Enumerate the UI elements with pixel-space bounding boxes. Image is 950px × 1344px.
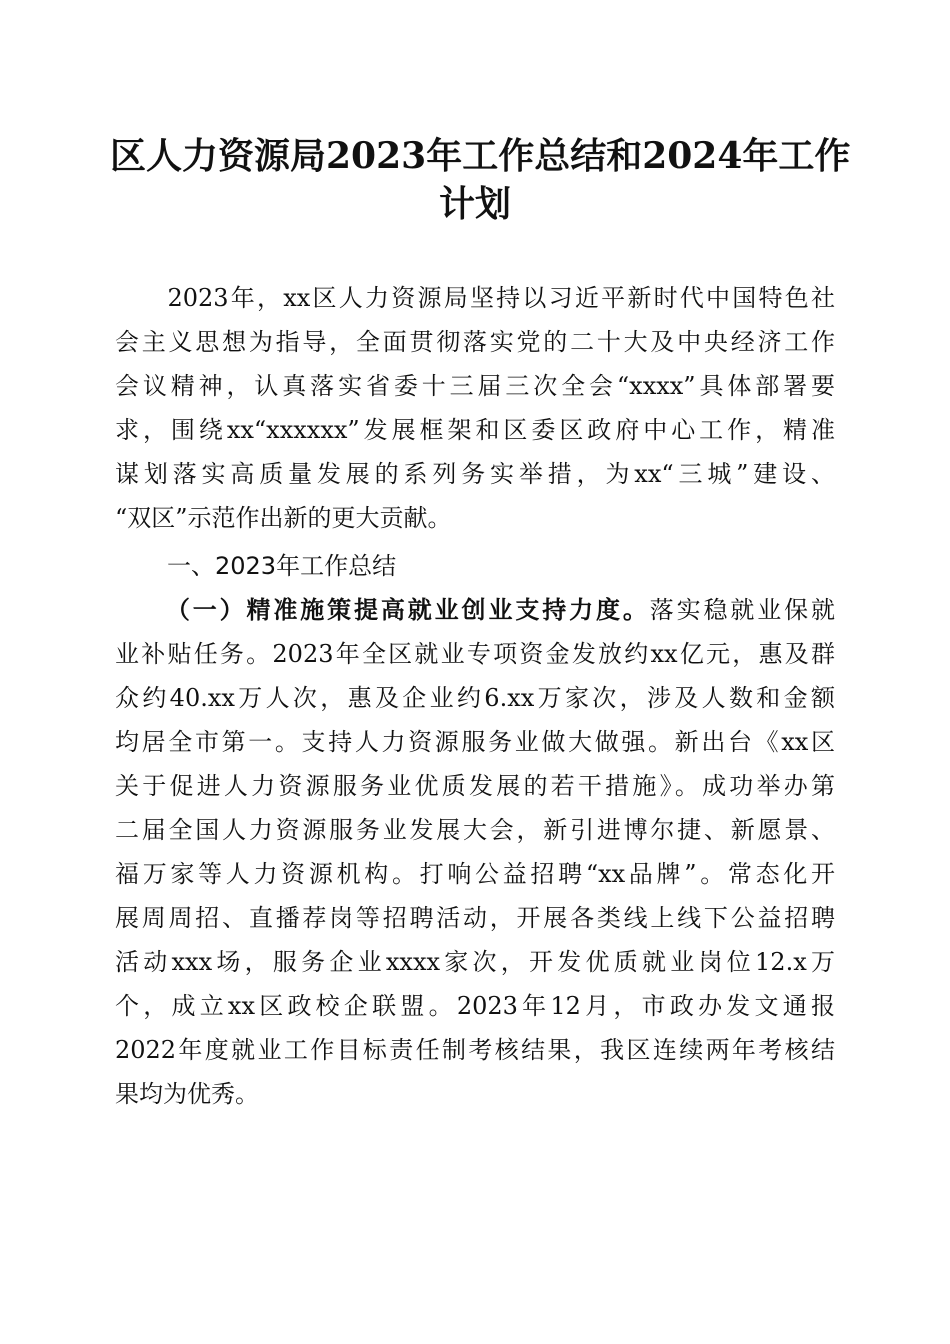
sub1-line-10: 个，成立xx区政校企联盟。2023年12月，市政办发文通报 [115, 992, 835, 1020]
sub1-line-9: 活动xxx场，服务企业xxxx家次，开发优质就业岗位12.x万 [115, 948, 835, 976]
title-line-2: 计划 [438, 183, 511, 225]
sub1-line-4: 均居全市第一。支持人力资源服务业做大做强。新出台《xx区 [115, 728, 835, 756]
sub1-line-7: 福万家等人力资源机构。打响公益招聘“xx品牌”。常态化开 [115, 860, 835, 888]
sub1-line-2: 业补贴任务。2023年全区就业专项资金发放约xx亿元，惠及群 [115, 640, 835, 668]
section1-sub1-paragraph [115, 588, 835, 1116]
sub1-line-1 [115, 588, 835, 632]
title-line-1: 区人力资源局2023年工作总结和2024年工作 [110, 135, 851, 177]
sub1-line-11: 2022年度就业工作目标责任制考核结果，我区连续两年考核结 [115, 1036, 835, 1064]
sub1-first-rest: 落实稳就业保就 [649, 596, 835, 624]
intro-paragraph [115, 276, 835, 540]
intro-line-2: 会主义思想为指导，全面贯彻落实党的二十大及中央经济工作 [115, 328, 835, 356]
intro-line-5: 谋划落实高质量发展的系列务实举措，为xx“三城”建设、 [115, 460, 835, 488]
sub1-line-8: 展周周招、直播荐岗等招聘活动，开展各类线上线下公益招聘 [115, 904, 835, 932]
sub1-line-5: 关于促进人力资源服务业优质发展的若干措施》。成功举办第 [115, 772, 835, 800]
document-title [110, 132, 851, 228]
intro-line-1: 2023年，xx区人力资源局坚持以习近平新时代中国特色社 [115, 284, 835, 312]
sub1-line-12: 果均为优秀。 [115, 1080, 259, 1108]
sub1-title: （一）精准施策提高就业创业支持力度。 [163, 595, 650, 624]
intro-line-3: 会议精神，认真落实省委十三届三次全会“xxxx”具体部署要 [115, 372, 835, 400]
sub1-line-6: 二届全国人力资源服务业发展大会，新引进博尔捷、新愿景、 [115, 816, 835, 844]
intro-line-4: 求，围绕xx“xxxxxx”发展框架和区委区政府中心工作，精准 [115, 416, 835, 444]
sub1-line-3: 众约40.xx万人次，惠及企业约6.xx万家次，涉及人数和金额 [115, 684, 835, 712]
intro-line-6: “双区”示范作出新的更大贡献。 [115, 504, 452, 532]
section-heading-summary: 一、2023年工作总结 [167, 552, 397, 580]
